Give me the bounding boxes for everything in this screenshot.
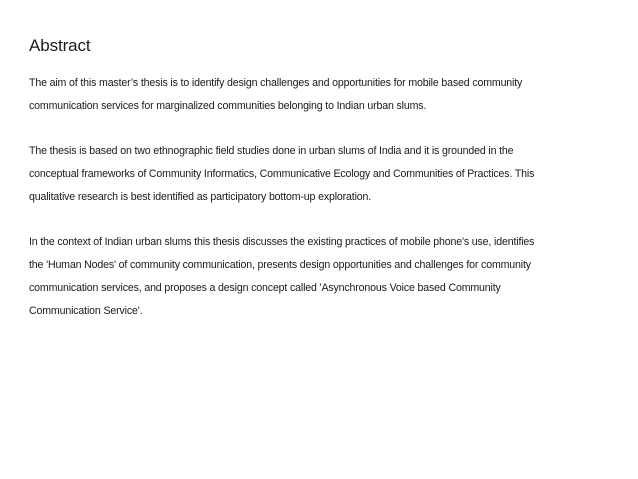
text-line: qualitative research is best identified as participatory bottom-up exploration. <box>29 191 372 203</box>
text-line: The thesis is based on two ethnographic field studies done in urban slums of India and it is grounded in the <box>29 145 514 157</box>
text-line: the 'Human Nodes' of community communication, presents design opportunities and challenges for community <box>29 259 531 271</box>
text-line: conceptual frameworks of Community Informatics, Communicative Ecology and Communities of Practices. This <box>29 168 535 180</box>
abstract-paragraph-2 <box>29 140 614 209</box>
text-line: The aim of this master’s thesis is to identify design challenges and opportunities for mobile based community <box>29 77 523 89</box>
page-title: Abstract <box>29 36 91 55</box>
document-page <box>29 34 614 323</box>
text-line: Communication Service'. <box>29 305 143 317</box>
text-line: communication services, and proposes a design concept called 'Asynchronous Voice based Community <box>29 282 501 294</box>
text-line: communication services for marginalized communities belonging to Indian urban slums. <box>29 100 427 112</box>
abstract-paragraph-1 <box>29 72 614 118</box>
text-line: In the context of Indian urban slums this thesis discusses the existing practices of mobile phone's use, identifies <box>29 236 535 248</box>
paragraph-spacer <box>29 209 614 231</box>
abstract-paragraph-3 <box>29 231 614 323</box>
paragraph-spacer <box>29 118 614 140</box>
